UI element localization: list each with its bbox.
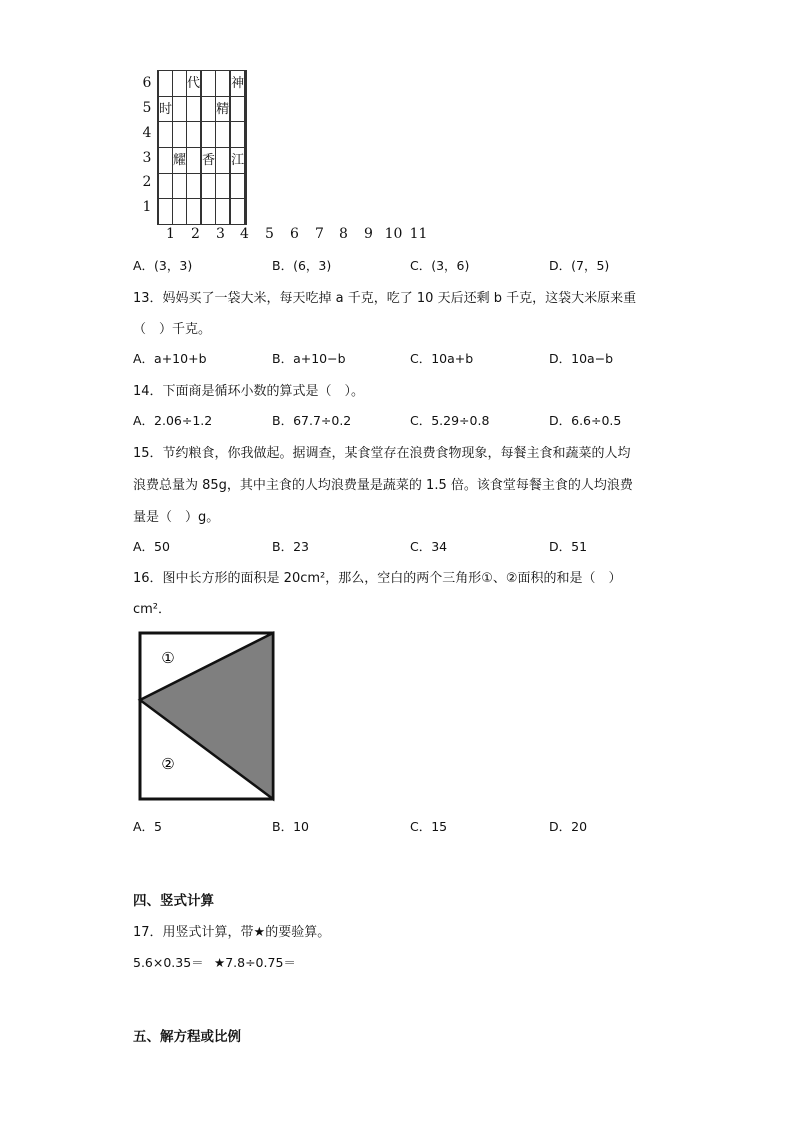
q14-option-b: B．67.7÷0.2 [272,413,352,428]
q16-option-b: B．10 [272,819,309,834]
grid-row [158,148,247,174]
grid-cell [231,96,245,122]
grid-cell [202,199,216,225]
q16-option-c: C．15 [410,819,448,834]
section-4-heading: 四、竖式计算 [133,893,214,909]
grid-cell [246,96,247,122]
grid-cell [216,122,230,148]
x-label: 5 [265,226,274,242]
y-label: 6 [142,75,152,91]
grid-cell [173,96,187,122]
q14-option-d: D．6.6÷0.5 [549,413,622,428]
x-label: 2 [191,226,200,242]
grid-cell [173,71,187,97]
q17-expression-1: 5.6×0.35＝ [133,955,204,970]
q14-text: 14．下面商是循环小数的算式是（ ）。 [133,384,365,399]
q15-option-b: B．23 [272,539,309,554]
grid-cell [231,122,245,148]
grid-cell [231,199,245,225]
q15-text-line2: 浪费总量为 85g，其中主食的人均浪费量是蔬菜的 1.5 倍。该食堂每餐主食的人均浪费 [133,478,633,493]
q15-text-line3: 量是（ ）g。 [133,510,220,525]
q13-option-c: C．10a+b [410,351,474,366]
q15-option-d: D．51 [549,539,588,554]
q17-expression-2: ★7.8÷0.75＝ [214,955,296,970]
grid-cell [216,71,230,97]
y-label: 3 [142,150,152,166]
x-label: 8 [339,226,348,242]
y-label: 1 [142,199,152,215]
grid-cell [216,173,230,199]
q16-text-line1: 16．图中长方形的面积是 20cm²，那么，空白的两个三角形①、②面积的和是（ ） [133,571,622,586]
q15-option-a: A．50 [133,539,170,554]
grid-cell [202,96,216,122]
x-label: 4 [240,226,249,242]
q16-option-a: A．5 [133,819,163,834]
q12-option-d: D．(7，5) [549,258,610,273]
rectangle-triangle-figure [137,630,277,802]
x-label: 9 [364,226,373,242]
grid-cell [231,173,245,199]
grid-cell [246,71,247,97]
grid-cell: 精 [216,96,230,122]
grid-row [158,122,247,148]
x-label: 1 [166,226,175,242]
q15-text-line1: 15．节约粮食，你我做起。据调查，某食堂存在浪费食物现象，每餐主食和蔬菜的人均 [133,446,631,461]
grid-cell [159,122,173,148]
grid-cell [187,96,201,122]
grid-cell [159,148,173,174]
grid-cell: 神 [231,71,245,97]
q15-option-c: C．34 [410,539,448,554]
q13-option-d: D．10a−b [549,351,614,366]
y-label: 2 [142,174,152,190]
grid-cell [246,199,247,225]
q17-text: 17．用竖式计算，带★的要验算。 [133,925,331,940]
y-label: 5 [142,100,152,116]
x-label: 6 [290,226,299,242]
x-label: 11 [409,226,428,242]
y-label: 4 [142,125,152,141]
q13-option-b: B．a+10−b [272,351,346,366]
x-label: 10 [384,226,403,242]
grid-cell [246,148,247,174]
grid-row [158,96,247,122]
grid-cell [173,173,187,199]
grid-cell [187,122,201,148]
x-label: 7 [315,226,324,242]
q13-option-a: A．a+10+b [133,351,207,366]
grid-cell [159,71,173,97]
q16-text-line2: cm²． [133,602,172,617]
triangle-1-label: ① [161,649,175,667]
grid-cell: 时 [159,96,173,122]
grid-row [158,173,247,199]
grid-cell [202,71,216,97]
grid-cell [173,122,187,148]
grid-cell: 耀 [173,148,187,174]
q14-option-c: C．5.29÷0.8 [410,413,490,428]
q16-option-d: D．20 [549,819,588,834]
grid-cell [202,173,216,199]
grid-table [157,70,247,225]
grid-row [158,71,247,97]
grid-cell [216,148,230,174]
triangle-2-label: ② [161,755,175,773]
grid-cell [187,199,201,225]
q12-option-c: C．(3，6) [410,258,470,273]
grid-cell [159,199,173,225]
q13-text-line2: （ ）千克。 [133,322,212,337]
x-label: 3 [216,226,225,242]
grid-cell [159,173,173,199]
q12-option-b: B．(6，3) [272,258,332,273]
q14-option-a: A．2.06÷1.2 [133,413,213,428]
q13-text-line1: 13．妈妈买了一袋大米，每天吃掉 a 千克，吃了 10 天后还剩 b 千克，这袋大米原来重 [133,291,637,306]
grid-cell [202,122,216,148]
grid-cell [216,199,230,225]
section-5-heading: 五、解方程或比例 [133,1029,241,1045]
grid-cell [187,173,201,199]
grid-row [158,199,247,225]
grid-cell [246,122,247,148]
grid-cell [173,199,187,225]
grid-cell: 香 [202,148,216,174]
grid-cell [187,148,201,174]
grid-cell: 江 [231,148,245,174]
grid-cell [246,173,247,199]
q12-option-a: A．(3，3) [133,258,193,273]
grid-cell: 代 [187,71,201,97]
